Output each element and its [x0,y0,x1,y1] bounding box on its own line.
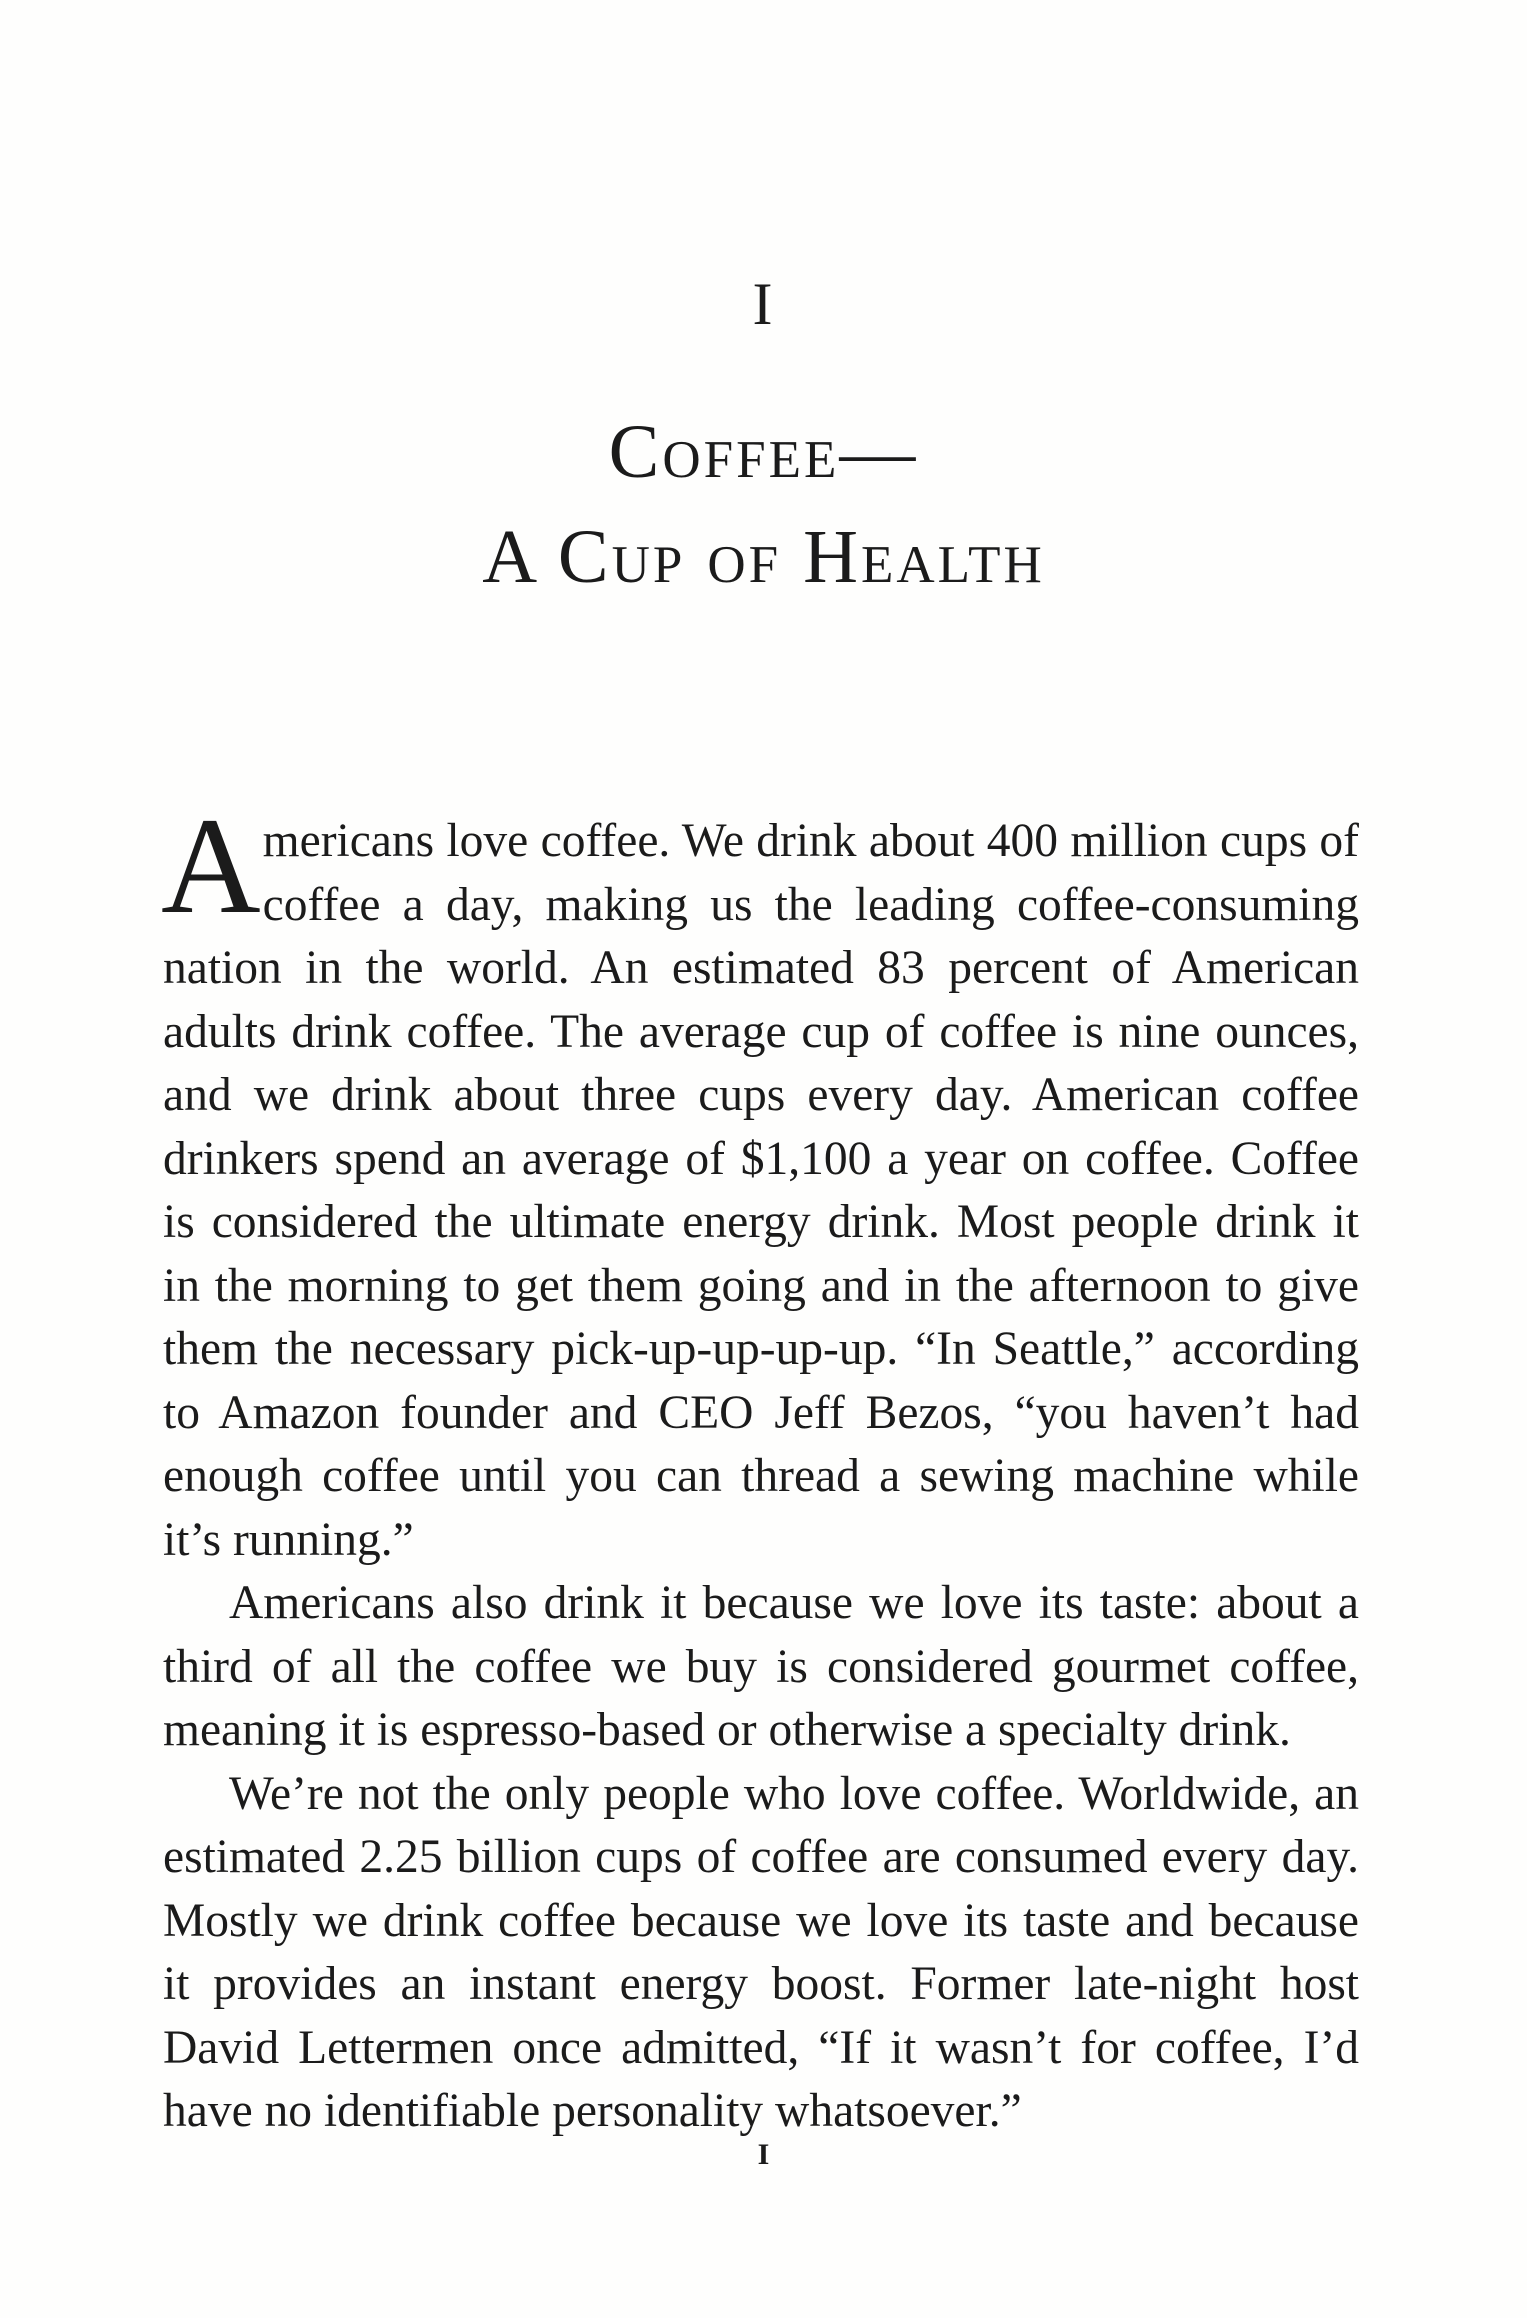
paragraph-1 [161,789,1359,1572]
chapter-title [0,400,1527,610]
paragraph-2: Americans also drink it because we love its taste: about a third of all the coffee we buy is considered gourmet coffee, meaning it is espresso-based or otherwise a specialty drink. [163,1577,1359,1756]
page-number: I [757,2138,770,2171]
paragraph-1-text: mericans love coffee. We drink about 400 million cups of coffee a day, making us the leading coffee-consuming nation in the world. An estimated 83 percent of American adults drink coffee. The average cup of coffee is nine ounces, and we drink about three cups every day. American coffee drinkers spend an average of $1,100 a year on coffee. Coffee is considered the ultimate energy drink. Most people drink it in the morning to get them going and in the afternoon to give them the necessary pick-up-up-up-up. “In Seattle,” according to Amazon founder and CEO Jeff Bezos, “you haven’t had enough coffee until you can thread a sewing machine while it’s running.” [163,815,1359,1566]
chapter-title-line-1: Coffee— [608,410,919,494]
chapter-title-line-2: A Cup of Health [482,515,1045,599]
drop-cap: A [161,789,261,942]
paragraph-3: We’re not the only people who love coffee. Worldwide, an estimated 2.25 billion cups of coffee are consumed every day. Mostly we drink coffee because we love its taste and because it provides an instant energy boost. Former late-night host David Lettermen once admitted, “If it wasn’t for coffee, I’d have no identifiable personality whatsoever.” [163,1767,1359,2137]
body-text [161,789,1359,2144]
chapter-number: I [752,271,775,337]
